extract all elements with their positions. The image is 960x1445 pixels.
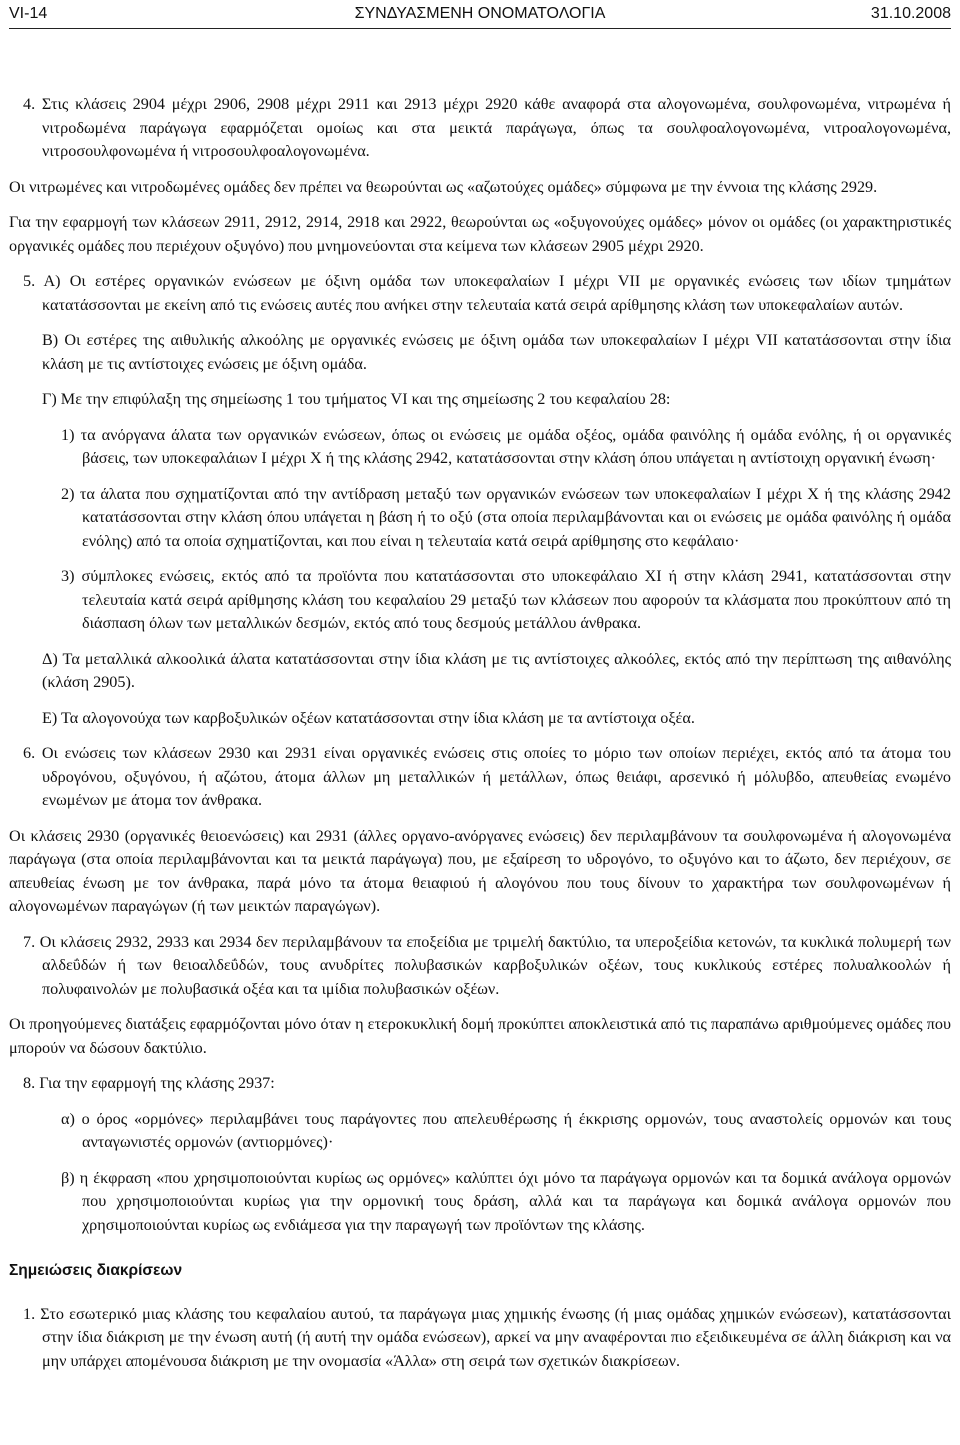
note-5d-paragraph: Δ) Τα μεταλλικά αλκοολικά άλατα κατατάσσονται στην ίδια κλάση με τις αντίστοιχες αλκοόλες, εκτός από την περίπτωση της αιθανόλης (κλάση 2905). <box>42 649 951 691</box>
running-title: ΣΥΝΔΥΑΣΜΕΝΗ ΟΝΟΜΑΤΟΛΟΓΙΑ <box>354 5 606 22</box>
note-8-item-a: α) ο όρος «ορμόνες» περιλαμβάνει τους παράγοντες που απελευθέρωσης ή έκκρισης ορμονών, τους αναστολείς ορμονών και τους ανταγωνιστές ορμονών (αντιορμόνες)· <box>61 1109 951 1151</box>
subheading-notes: Σημειώσεις διακρίσεων <box>9 1262 183 1279</box>
document-body <box>9 93 951 1373</box>
note-8-item-b: β) η έκφραση «που χρησιμοποιούνται κυρίως ως ορμόνες» καλύπτει όχι μόνο τα παράγωγα ορμονών και τα δομικά ανάλογα ορμονών που χρησιμοποιούνται κυρίως για την ορμονική τους δράση, αλλά και τα παράγωγα και δομικά ανάλογα ορμονών που χρησιμοποιούνται κυρίως ως ενδιάμεσα για την παραγωγή των προϊόντων της κλάσης. <box>61 1168 951 1234</box>
page-header <box>9 0 951 30</box>
note-6-exclusions: Οι κλάσεις 2930 (οργανικές θειοενώσεις) και 2931 (άλλες οργανο-ανόργανες ενώσεις) δεν περιλαμβάνουν τα σουλφονωμένα ή αλογονωμένα παράγωγα (στα οποία περιλαμβάνονται και τα μεικτά παράγωγα) που, με εξαίρεση το υδρογόνο, το οξυγόνο και το άζωτο, δεν περιέχουν, σε απευθείας ένωση με τον άνθρακα, παρά μόνο τα άτομα θειαφιού ή αλογόνου που τους δίνουν το χαρακτήρα των σουλφονωμένων ή αλογονωμένων παραγώγων (ή των μεικτών παραγώγων). <box>9 826 951 915</box>
note-4-nitro-groups: Οι νιτρωμένες και νιτροδωμένες ομάδες δεν πρέπει να θεωρούνται ως «αζωτούχες ομάδες» σύμφωνα με την έννοια της κλάσης 2929. <box>9 177 878 196</box>
note-8-paragraph: 8. Για την εφαρμογή της κλάσης 2937: <box>23 1074 275 1092</box>
page-reference: VI-14 <box>9 5 48 22</box>
note-4-oxygen-groups: Για την εφαρμογή των κλάσεων 2911, 2912, 2914, 2918 και 2922, θεωρούνται ως «οξυγονούχες ομάδες» μόνον οι ομάδες (οι χαρακτηριστικές οργανικές ομάδες που περιέχουν οξυγόνο) που μνημονεύονται στα κείμενα των κλάσεων 2905 μέχρι 2920. <box>9 213 951 255</box>
note-5c-item-1: 1) τα ανόργανα άλατα των οργανικών ενώσεων, όπως οι ενώσεις με ομάδα οξέος, ομάδα φαινόλης ή ομάδα ενόλης, ή οι οργανικές βάσεις, των υποκεφαλάιων Ι μέχρι Χ ή της κλάσης 2942, κατατάσσονται στην κλάση όπου υπάγεται η αντίστοιχη οργανική ένωση· <box>61 425 951 467</box>
note-5c-item-3: 3) σύμπλοκες ενώσεις, εκτός από τα προϊόντα που κατατάσσονται στο υποκεφάλαιο ΧΙ ή στην κλάση 2941, κατατάσσονται στην τελευταία κατά σειρά αρίθμησης κλάση του κεφαλαίου 29 μεταξύ των κλάσεων που αφορούν τα κλάσματα που προκύπτουν από τη διάσπαση όλων των μεταλλικών δεσμών, εκτός από τους δεσμούς μετάλλου άνθρακα. <box>61 567 951 632</box>
header-rule <box>9 28 951 29</box>
subheading-note-1: 1. Στο εσωτερικό μιας κλάσης του κεφαλαίου αυτού, τα παράγωγα μιας χημικής ένωσης (ή μιας ομάδας χημικών ενώσεων), κατατάσσονται στην ίδια διάκριση με την ένωση αυτή (ή αυτή την ομάδα ενώσεων), αρκεί να μην αναφέρονται πιο εξειδικευμένα σε άλλη διάκριση και να μην υπάρχει απομένουσα διάκριση με την ονομασία «Άλλα» στη σειρά των σχετικών διακρίσεων. <box>23 1304 951 1370</box>
note-6-paragraph: 6. Οι ενώσεις των κλάσεων 2930 και 2931 είναι οργανικές ενώσεις στις οποίες το μόριο των οποίων περιέχει, εκτός από τα άτομα του υδρογόνου, οξυγόνου, ή αζώτου, άτομα άλλων μη μεταλλικών ή μετάλλων, όπως θειάφι, αρσενικό ή μόλυβδο, απευθείας ενωμένο ενωμένων με άτομα τον άνθρακα. <box>23 744 951 809</box>
note-5c-item-2: 2) τα άλατα που σχηματίζονται από την αντίδραση μεταξύ των οργανικών ενώσεων των υποκεφαλαίων Ι μέχρι Χ ή της κλάσης 2942 κατατάσσονται στην κλάση όπου υπάγεται η βάση ή το οξύ (στα οποία περιλαμβάνονται και οι ενώσεις με ομάδα φαινόλης ή ομάδα ενόλης) από τα οποία σχηματίζονται, και που είναι η τελευταία κατά σειρά αρίθμησης στο κεφάλαιο· <box>61 484 951 550</box>
note-7-paragraph: 7. Οι κλάσεις 2932, 2933 και 2934 δεν περιλαμβάνουν τα εποξείδια με τριμελή δακτύλιο, τα υπεροξείδια κετονών, τα κυκλικά πολυμερή των αλδεΰδών ή των θειοαλδεΰδών, τους ανυδρίτες πολυβασικών καρβοξυλικών οξέων, τους κυκλικούς εστέρες πολυαλκοολών ή πολυφαινολών με πολυβασικά οξέα και τα ιμίδια πολυβασικών οξέων. <box>23 932 951 998</box>
note-5b-paragraph: Β) Οι εστέρες της αιθυλικής αλκοόλης με οργανικές ενώσεις με όξινη ομάδα των υποκεφαλαίων Ι μέχρι VII κατατάσσονται στην ίδια κλάση με τις αντίστοιχες ενώσεις με όξινη ομάδα. <box>42 331 951 373</box>
note-5a-paragraph: 5. Α) Οι εστέρες οργανικών ενώσεων με όξινη ομάδα των υποκεφαλαίων Ι μέχρι VII με οργανικές ενώσεις των ιδίων τμημάτων κατατάσσονται με εκείνη από τις ενώσεις αυτές που ανήκει στην τελευταία κατά σειρά αρίθμησης κλάση των υποκεφαλαίων αυτών. <box>23 272 951 314</box>
note-5c-paragraph: Γ) Με την επιφύλαξη της σημείωσης 1 του τμήματος VI και της σημείωσης 2 του κεφαλαίου 28: <box>42 390 671 408</box>
note-7-scope: Οι προηγούμενες διατάξεις εφαρμόζονται μόνο όταν η ετεροκυκλική δομή προκύπτει αποκλειστικά από τις παραπάνω αριθμούμενες ομάδες που μπορούν να δώσουν δακτύλιο. <box>9 1015 951 1057</box>
note-5e-paragraph: Ε) Τα αλογονούχα των καρβοξυλικών οξέων κατατάσσονται στην ίδια κλάση με τα αντίστοιχα οξέα. <box>42 708 695 727</box>
publication-date: 31.10.2008 <box>870 5 951 22</box>
note-4-paragraph: 4. Στις κλάσεις 2904 μέχρι 2906, 2908 μέχρι 2911 και 2913 μέχρι 2920 κάθε αναφορά στα αλογονωμένα, σουλφονωμένα, νιτρωμένα ή νιτροδωμένα παράγωγα εφαρμόζεται ομοίως και στα μεικτά παράγωγα, όπως τα σουλφοαλογονωμένα, νιτροαλογονωμένα, νιτροσουλφονωμένα ή νιτροσουλφοαλογονωμένα. <box>23 95 951 160</box>
